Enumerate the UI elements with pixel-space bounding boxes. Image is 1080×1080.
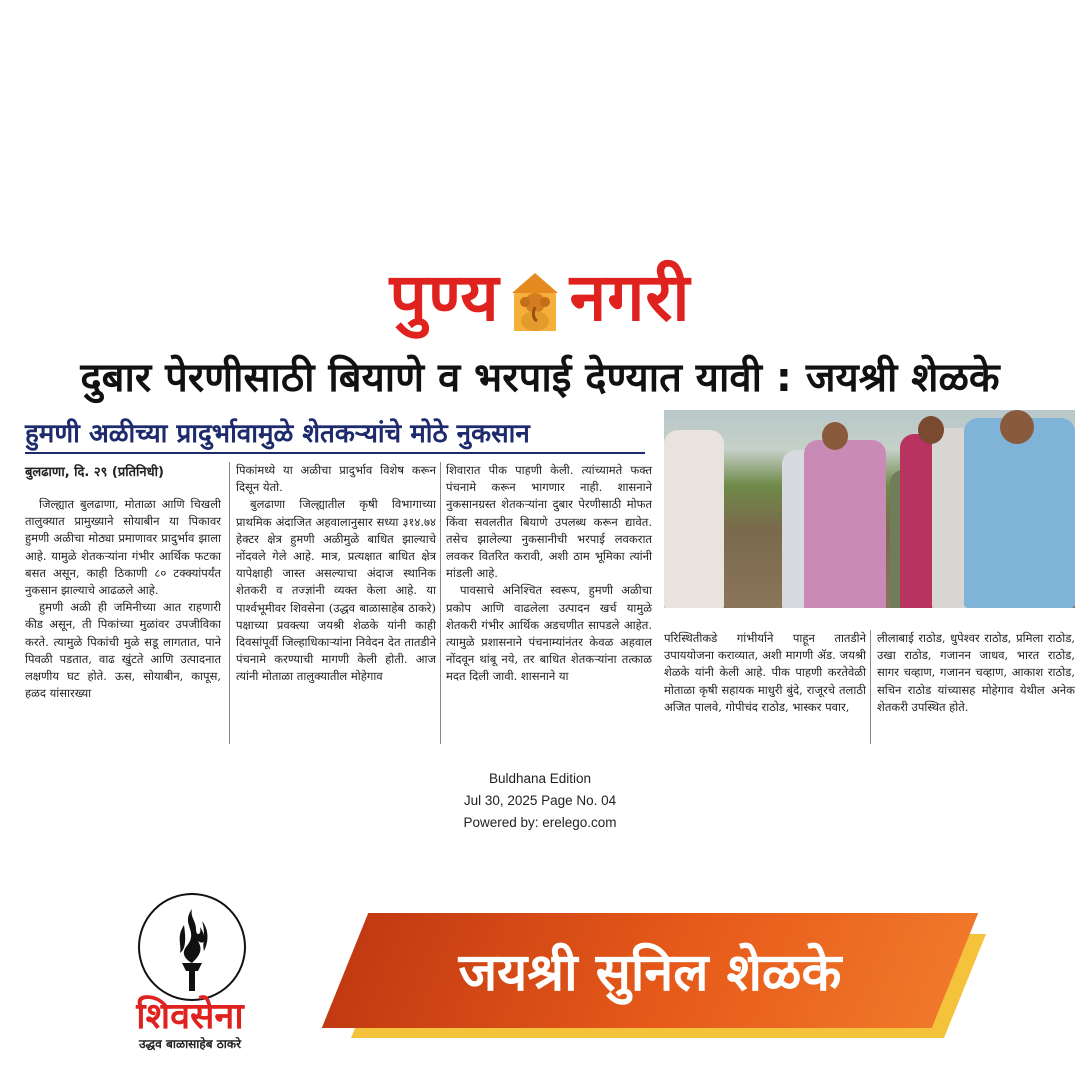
torch-emblem-icon [138, 893, 246, 1001]
photo-person [804, 440, 886, 608]
banner-name: जयश्री सुनिल शेळके [458, 943, 842, 1003]
field-inspection-photo [664, 410, 1075, 608]
article-paragraph: पावसाचे अनिश्चित स्वरूप, हुमणी अळीचा प्रकोप आणि वाढलेला उत्पादन खर्च यामुळे शेतकरी गंभीर आर्थिक अडचणीत सापडले आहेत. त्यामुळे प्रशासनाने पंचनाम्यांनंतर केवळ अहवाल नोंदवून थांबू नये, तर बाधित शेतकऱ्यांना तत्काळ मदत दिली जावी. शासनाने या [446, 583, 652, 684]
column-divider [229, 462, 230, 744]
column-divider [440, 462, 441, 744]
edition-info [400, 768, 680, 834]
article-column-1 [25, 496, 221, 702]
ganesha-logo-icon [504, 269, 566, 335]
subheadline: हुमणी अळीच्या प्रादुर्भावामुळे शेतकऱ्यांचे मोठे नुकसान [25, 419, 530, 449]
article-column-5 [877, 630, 1075, 716]
article-column-4 [664, 630, 866, 716]
article-column-3 [446, 462, 652, 686]
photo-face [822, 422, 848, 450]
subheadline-rule [25, 452, 645, 454]
edition-powered-by: Powered by: erelego.com [463, 815, 617, 830]
column-divider [870, 630, 871, 744]
party-logo-subtitle: उद्धव बाळासाहेब ठाकरे [138, 1037, 242, 1051]
dateline: बुलढाणा, दि. २९ (प्रतिनिधी) [25, 465, 164, 480]
edition-name: Buldhana Edition [488, 771, 592, 786]
photo-face [1000, 410, 1034, 444]
edition-date-page: Jul 30, 2025 Page No. 04 [463, 793, 617, 808]
article-paragraph: लीलाबाई राठोड, धुपेश्वर राठोड, प्रमिला राठोड, उखा राठोड, गजानन जाधव, भारत राठोड, सागर चव्हाण, गजानन चव्हाण, आकाश राठोड, सचिन राठोड यांच्यासह मोहेगाव येथील अनेक शेतकरी उपस्थित होते. [877, 631, 1075, 714]
photo-person [964, 418, 1075, 608]
headline: दुबार पेरणीसाठी बियाणे व भरपाई देण्यात यावी : जयश्री शेळके [80, 354, 1000, 401]
article-column-2 [236, 462, 436, 686]
party-logo-text: शिवसेना [136, 996, 244, 1037]
article-paragraph: हुमणी अळी ही जमिनीच्या आत राहणारी कीड असून, ती पिकांच्या मुळांवर उपजीविका करते. त्यामुळे पिकांची मुळे सडू लागतात, पाने पिवळी पडतात, वाढ खुंटते आणि उत्पादनात लक्षणीय घट होते. ऊस, सोयाबीन, कापूस, हळद यांसारख्या [25, 600, 221, 701]
article-paragraph: बुलढाणा जिल्ह्यातील कृषी विभागाच्या प्राथमिक अंदाजित अहवालानुसार सध्या ३१४.७४ हेक्टर क्षेत्र हुमणी अळीमुळे बाधित झाल्याचे नोंदवले गेले आहे. मात्र, प्रत्यक्षात बाधित क्षेत्र यापेक्षाही जास्त असल्याचा अंदाज स्थानिक शेतकरी व तज्ज्ञांनी व्यक्त केला आहे. या पार्श्वभूमीवर शिवसेना (उद्धव बाळासाहेब ठाकरे) पक्षाच्या प्रवक्त्या जयश्री शेळके यांनी काही दिवसांपूर्वी जिल्हाधिकाऱ्यांना निवेदन देत तातडीने पंचनामे करण्याची मागणी केली होती. आज त्यांनी मोताळा तालुक्यातील मोहेगाव [236, 497, 436, 684]
newspaper-masthead [0, 250, 1080, 340]
masthead-right: नगरी [569, 259, 691, 336]
article-paragraph: पिकांमध्ये या अळीचा प्रादुर्भाव विशेष करून दिसून येतो. [236, 463, 436, 495]
article-paragraph: शिवारात पीक पाहणी केली. त्यांच्यामते फक्त पंचनामे करून भागणार नाही. शासनाने नुकसानग्रस्त शेतकऱ्यांना दुबार पेरणीसाठी मोफत किंवा सवलतीत बियाणे उपलब्ध करून द्यावेत. तसेच झालेल्या नुकसानीची भरपाई लवकरात लवकर वितरित करावी, अशी ठाम भूमिका त्यांनी मांडली आहे. [446, 463, 652, 581]
masthead-left: पुण्य [389, 259, 500, 336]
photo-face [918, 416, 944, 444]
article-paragraph: परिस्थितीकडे गांभीर्याने पाहून तातडीने उपाययोजना कराव्यात, अशी मागणी ॲड. जयश्री शेळके यांनी केली आहे. पीक पाहणी करतेवेळी मोताळा कृषी सहायक माधुरी बुंदे, राजूरचे तलाठी अजित पालवे, गोपीचंद राठोड, भास्कर पवार, [664, 631, 866, 714]
photo-person [664, 430, 724, 608]
article-paragraph: जिल्ह्यात बुलढाणा, मोताळा आणि चिखली तालुक्यात प्रामुख्याने सोयाबीन या पिकावर हुमणी अळीचा मोठ्या प्रमाणावर प्रादुर्भाव झाला आहे. यामुळे शेतकऱ्यांना गंभीर आर्थिक फटका बसत असून, काही ठिकाणी ८० टक्क्यांपर्यंत नुकसान झाल्याचे आढळले आहे. [25, 497, 221, 598]
